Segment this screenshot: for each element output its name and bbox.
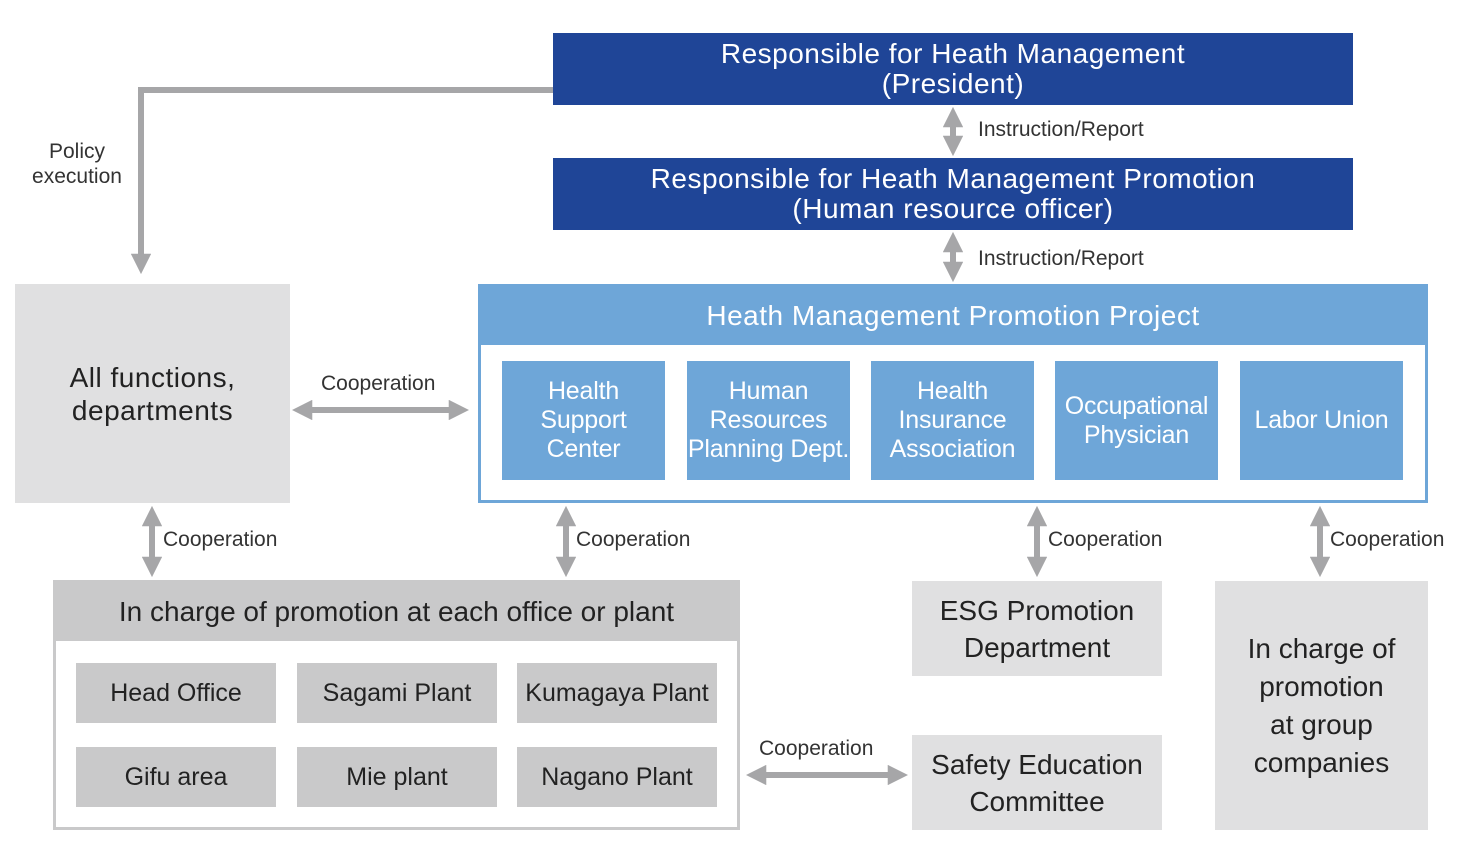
policy-label-line1: Policy (48, 140, 106, 163)
esg-line2: Department (963, 631, 1111, 663)
safety-line2: Committee (969, 785, 1105, 817)
project-member-labor-union (1240, 361, 1403, 480)
site-mie-plant: Mie plant (297, 747, 497, 807)
member-line: Human (728, 377, 809, 405)
member-line: Support (540, 406, 627, 434)
site-gifu-area: Gifu area (76, 747, 276, 807)
member-line: Labor Union (1254, 406, 1389, 434)
group-line: companies (1253, 746, 1390, 778)
project-member-occupational-physician (1055, 361, 1218, 480)
cooperation-label-project-group: Cooperation (1330, 528, 1445, 551)
cooperation-label-functions-project: Cooperation (321, 372, 436, 395)
member-line: Center (546, 435, 621, 463)
instruction-report-label-2: Instruction/Report (978, 247, 1144, 270)
esg-promotion-box (912, 581, 1162, 676)
member-line: Resources (709, 406, 828, 434)
hr-officer-role: (Human resource officer) (792, 193, 1114, 224)
site-sagami-plant: Sagami Plant (297, 663, 497, 723)
project-member-health-insurance (871, 361, 1034, 480)
hr-officer-title: Responsible for Heath Management Promotion (650, 163, 1256, 194)
president-title: Responsible for Heath Management (720, 38, 1186, 69)
cooperation-label-project-offices: Cooperation (576, 528, 691, 551)
policy-execution-connector (141, 90, 553, 268)
member-line: Planning Dept. (687, 435, 850, 463)
hr-officer-box (553, 158, 1353, 230)
all-functions-line2: departments (71, 394, 234, 426)
safety-line1: Safety Education (931, 748, 1143, 780)
group-line: at group (1270, 708, 1373, 740)
member-line: Insurance (898, 406, 1007, 434)
member-line: Health (547, 377, 620, 405)
site-nagano-plant: Nagano Plant (517, 747, 717, 807)
all-functions-line1: All functions, (69, 361, 236, 393)
member-line: Occupational (1064, 391, 1209, 420)
president-role: (President) (881, 68, 1025, 99)
site-kumagaya-plant: Kumagaya Plant (517, 663, 717, 723)
offices-title: In charge of promotion at each office or plant (56, 583, 737, 641)
policy-label-line2: execution (32, 165, 122, 188)
project-member-hr-planning (687, 361, 850, 480)
group-line: promotion (1259, 670, 1384, 702)
group-line: In charge of (1247, 632, 1396, 664)
member-line: Association (889, 435, 1016, 463)
instruction-report-label-1: Instruction/Report (978, 118, 1144, 141)
esg-line1: ESG Promotion (939, 594, 1135, 626)
project-title: Heath Management Promotion Project (481, 287, 1425, 345)
member-line: Health (916, 377, 989, 405)
group-companies-box (1215, 581, 1428, 830)
cooperation-label-functions-offices: Cooperation (163, 528, 278, 551)
president-box (553, 33, 1353, 105)
site-head-office: Head Office (76, 663, 276, 723)
member-line: Physician (1083, 420, 1190, 449)
project-member-health-support-center (502, 361, 665, 480)
safety-committee-box (912, 735, 1162, 830)
policy-execution-label (14, 139, 140, 189)
cooperation-label-project-esg: Cooperation (1048, 528, 1163, 551)
cooperation-label-offices-safety: Cooperation (759, 737, 874, 760)
all-functions-box (15, 284, 290, 503)
